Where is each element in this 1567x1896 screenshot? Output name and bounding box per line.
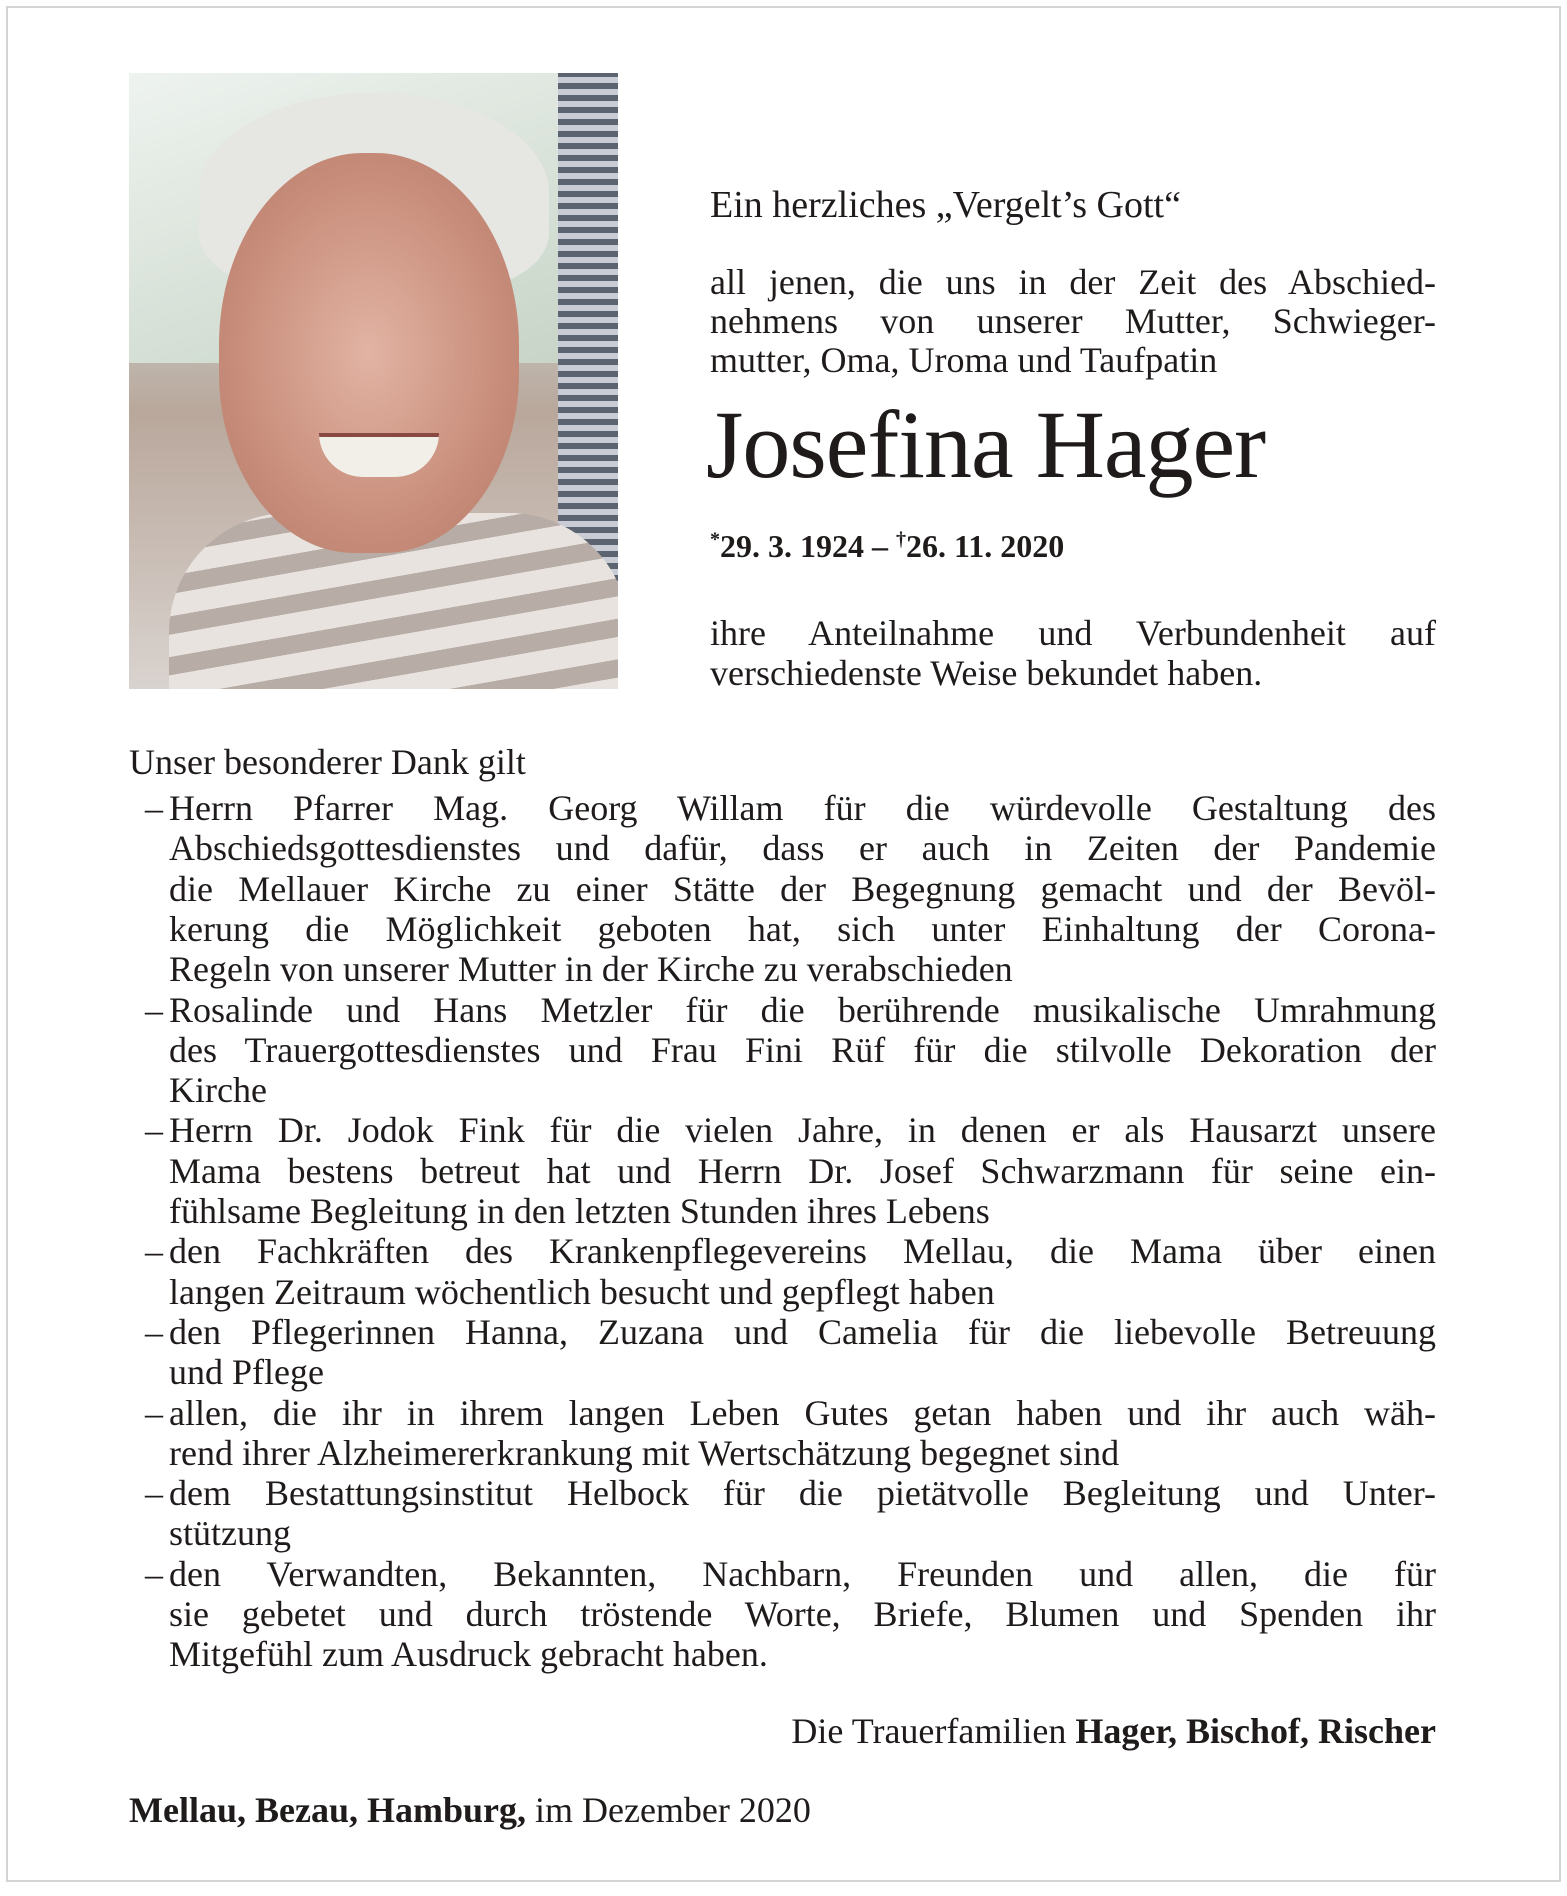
death-date: 26. 11. 2020 (906, 528, 1065, 564)
date-separator: – (864, 528, 896, 564)
list-dash: – (145, 1231, 163, 1272)
list-item-line: sie gebetet und durch tröstende Worte, Briefe, Blumen und Spenden ihr (169, 1594, 1436, 1634)
list-item-line: Mama bestens betreut hat und Herrn Dr. Josef Schwarzmann für seine ein- (169, 1150, 1436, 1191)
list-item-line: Regeln von unserer Mutter in der Kirche zu verabschieden (169, 949, 1013, 990)
list-item-line: und Pflege (169, 1352, 324, 1393)
list-item-line: den Pflegerinnen Hanna, Zuzana und Camelia für die liebevolle Betreuung (169, 1311, 1436, 1352)
list-dash: – (145, 1311, 163, 1352)
list-item-line: allen, die ihr in ihrem langen Leben Gutes getan haben und ihr auch wäh- (169, 1392, 1436, 1433)
list-item-line: den Verwandten, Bekannten, Nachbarn, Freunden und allen, die für (169, 1553, 1436, 1594)
portrait-photo (129, 73, 618, 689)
list-item-line: Rosalinde und Hans Metzler für die berührende musikalische Umrahmung (169, 989, 1436, 1030)
list-item-line: langen Zeitraum wöchentlich besucht und gepflegt haben (169, 1271, 995, 1312)
list-dash: – (145, 1473, 163, 1514)
towns: Mellau, Bezau, Hamburg, (129, 1790, 526, 1830)
signature-prefix: Die Trauerfamilien (791, 1711, 1076, 1751)
date: im Dezember 2020 (525, 1790, 811, 1830)
place-date (129, 1790, 811, 1830)
list-dash: – (145, 1553, 163, 1594)
deceased-name: Josefina Hager (706, 391, 1266, 498)
birth-symbol: * (710, 528, 720, 551)
life-dates (710, 528, 1064, 565)
intro-line: all jenen, die uns in der Zeit des Abschied- (710, 262, 1436, 302)
list-item-line: die Mellauer Kirche zu einer Stätte der Begegnung gemacht und der Bevöl- (169, 868, 1436, 909)
signature (791, 1711, 1436, 1751)
list-item-line: Herrn Pfarrer Mag. Georg Willam für die würdevolle Gestaltung des (169, 788, 1436, 828)
list-dash: – (145, 1392, 163, 1433)
list-item-line: den Fachkräften des Krankenpflegevereins Mellau, die Mama über einen (169, 1231, 1436, 1272)
family-names: Hager, Bischof, Rischer (1075, 1711, 1436, 1751)
list-item-line: Abschiedsgottesdienstes und dafür, dass er auch in Zeiten der Pandemie (169, 828, 1436, 869)
list-item-line: Mitgefühl zum Ausdruck gebracht haben. (169, 1634, 768, 1675)
death-symbol: † (896, 528, 906, 551)
heading: Ein herzliches „Vergelt’s Gott“ (710, 184, 1181, 226)
list-item-line: Kirche (169, 1070, 267, 1111)
list-dash: – (145, 989, 163, 1030)
closing-line: ihre Anteilnahme und Verbundenheit auf (710, 613, 1436, 653)
intro-line: nehmens von unserer Mutter, Schwieger- (710, 301, 1436, 341)
list-item-line: fühlsame Begleitung in den letzten Stunden ihres Lebens (169, 1191, 990, 1231)
list-item-line: rend ihrer Alzheimererkrankung mit Wertschätzung begegnet sind (169, 1432, 1120, 1473)
birth-date: 29. 3. 1924 (720, 528, 864, 564)
list-item-line: dem Bestattungsinstitut Helbock für die pietätvolle Begleitung und Unter- (169, 1473, 1436, 1514)
list-item-line: stützung (169, 1513, 291, 1554)
list-item-line: Herrn Dr. Jodok Fink für die vielen Jahre, in denen er als Hausarzt unsere (169, 1110, 1436, 1151)
list-item-line: des Trauergottesdienstes und Frau Fini Rüf für die stilvolle Dekoration der (169, 1029, 1436, 1070)
list-item-line: kerung die Möglichkeit geboten hat, sich unter Einhaltung der Corona- (169, 908, 1436, 949)
list-dash: – (145, 788, 163, 828)
closing-line: verschiedenste Weise bekundet haben. (710, 653, 1263, 693)
list-dash: – (145, 1110, 163, 1151)
intro-line: mutter, Oma, Uroma und Taufpatin (710, 340, 1218, 380)
thanks-intro: Unser besonderer Dank gilt (129, 742, 526, 782)
